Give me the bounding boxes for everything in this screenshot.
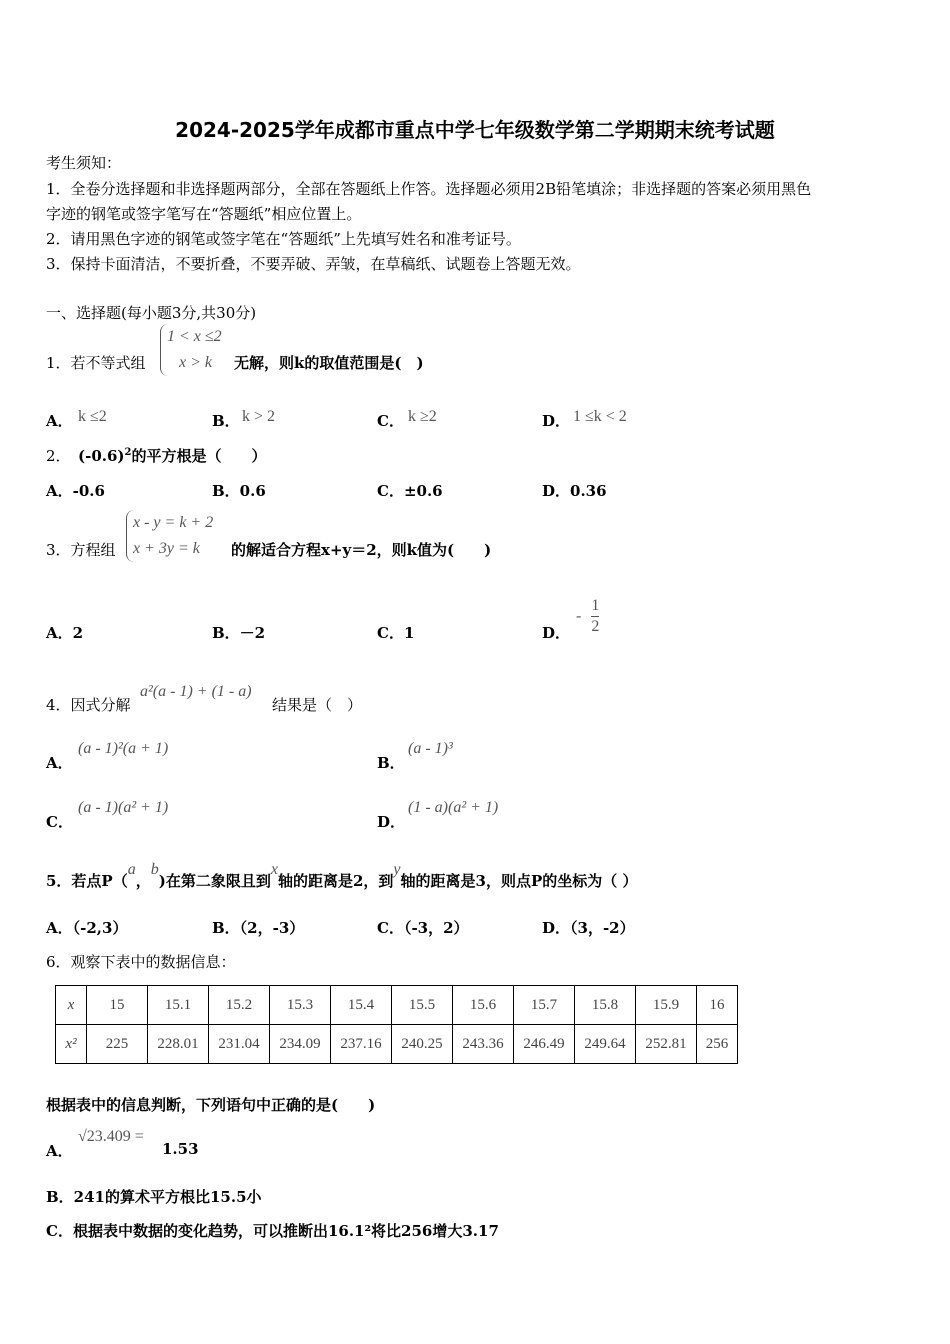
table-row	[56, 1025, 738, 1064]
option-label: D．	[542, 624, 571, 642]
notice-line: 3．保持卡面清洁，不要折叠，不要弄破、弄皱，在草稿纸、试题卷上答题无效。	[46, 255, 581, 273]
table-cell: 234.09	[270, 1025, 331, 1064]
option-b: B．（2，-3）	[212, 919, 305, 937]
table-cell: 228.01	[148, 1025, 209, 1064]
option-label: B．	[212, 412, 240, 430]
question-text: 5．若点P（a，b)在第二象限且到x轴的距离是2，到y轴的距离是3，则点P的坐标为（ ）	[46, 861, 638, 890]
table-cell: 15.4	[331, 986, 392, 1025]
question-number: 4．因式分解	[46, 696, 131, 714]
table-cell: 16	[697, 986, 738, 1025]
option-a: (a - 1)²(a + 1)	[78, 740, 169, 757]
option-a: k ≤2	[78, 408, 107, 425]
table-cell: 243.36	[453, 1025, 514, 1064]
table-cell: 225	[87, 1025, 148, 1064]
table-cell: 15	[87, 986, 148, 1025]
question-text: 结果是（ ）	[272, 696, 363, 714]
table-row	[56, 986, 738, 1025]
option-d: D．（3，-2）	[542, 919, 635, 937]
equation: x - y = k + 2	[133, 514, 214, 531]
equation: 1 < x ≤2	[167, 328, 222, 345]
expression: a²(a - 1) + (1 - a)	[140, 683, 252, 700]
option-a-value: 1.53	[162, 1140, 199, 1158]
notice-line: 1．全卷分选择题和非选择题两部分，全部在答题纸上作答。选择题必须用2B铅笔填涂；非选择题的答案必须用黑色	[46, 180, 812, 198]
option-a-expression: √23.409 =	[78, 1128, 144, 1145]
option-c: k ≥2	[408, 408, 437, 425]
question-text: 无解，则k的取值范围是( )	[234, 354, 424, 372]
option-d: - $\frac{1}{2}$	[576, 597, 600, 635]
notice-line: 2．请用黑色字迹的钢笔或签字笔在“答题纸”上先填写姓名和准考证号。	[46, 230, 521, 248]
option-label: A．	[46, 1142, 73, 1160]
question-text: 根据表中的信息判断，下列语句中正确的是( )	[46, 1096, 376, 1114]
table-header-cell: x²	[56, 1025, 87, 1064]
option-c: C．±0.6	[377, 482, 443, 500]
question-number: 1．若不等式组	[46, 354, 146, 372]
fraction: $\frac{1}{2}$	[591, 597, 600, 635]
option-a: A．（-2,3）	[46, 919, 128, 937]
option-a: A．2	[46, 624, 84, 642]
option-label: D．	[542, 412, 571, 430]
option-b: (a - 1)³	[408, 740, 453, 757]
option-b: k > 2	[242, 408, 276, 425]
table-cell: 15.7	[514, 986, 575, 1025]
table-cell: 252.81	[636, 1025, 697, 1064]
data-table	[55, 985, 738, 1064]
question-number: 3．方程组	[46, 541, 116, 559]
table-cell: 256	[697, 1025, 738, 1064]
option-label: C．	[46, 813, 73, 831]
option-d: (1 - a)(a² + 1)	[408, 799, 499, 816]
table-cell: 15.2	[209, 986, 270, 1025]
equation-system	[126, 510, 213, 562]
equation: x + 3y = k	[133, 540, 200, 557]
option-d: 1 ≤k < 2	[573, 408, 627, 425]
table-cell: 15.9	[636, 986, 697, 1025]
table-cell: 237.16	[331, 1025, 392, 1064]
table-cell: 15.5	[392, 986, 453, 1025]
table-cell: 15.1	[148, 986, 209, 1025]
table-cell: 249.64	[575, 1025, 636, 1064]
option-c: C．1	[377, 624, 415, 642]
question-text: $(-0.6)^2$的平方根是（ ）	[78, 447, 267, 465]
option-d: D．0.36	[542, 482, 607, 500]
option-c: C．根据表中数据的变化趋势，可以推断出16.1²将比256增大3.17	[46, 1222, 499, 1240]
option-b: B．0.6	[212, 482, 266, 500]
table-header-cell: x	[56, 986, 87, 1025]
option-label: A．	[46, 754, 73, 772]
option-label: A．	[46, 412, 73, 430]
question-text: 6．观察下表中的数据信息：	[46, 953, 236, 971]
notice-line: 字迹的钢笔或签字笔写在“答题纸”相应位置上。	[46, 205, 362, 223]
option-a: A．-0.6	[46, 482, 105, 500]
notice-heading: 考生须知：	[46, 154, 122, 172]
option-c: (a - 1)(a² + 1)	[78, 799, 169, 816]
table-cell: 240.25	[392, 1025, 453, 1064]
question-number: 2．	[46, 447, 71, 465]
section-heading: 一、选择题(每小题3分,共30分)	[46, 304, 257, 322]
table-cell: 231.04	[209, 1025, 270, 1064]
table-cell: 15.8	[575, 986, 636, 1025]
page-title: 2024-2025学年成都市重点中学七年级数学第二学期期末统考试题	[175, 118, 775, 142]
option-b: B．－2	[212, 624, 266, 642]
option-c: C．（-3，2）	[377, 919, 469, 937]
inequality-system	[160, 324, 222, 376]
equation: x > k	[179, 354, 212, 371]
table-cell: 15.3	[270, 986, 331, 1025]
option-b: B．241的算术平方根比15.5小	[46, 1188, 262, 1206]
option-label: C．	[377, 412, 404, 430]
option-label: B．	[377, 754, 405, 772]
table-cell: 246.49	[514, 1025, 575, 1064]
question-text: 的解适合方程x+y＝2，则k值为( )	[231, 541, 492, 559]
table-cell: 15.6	[453, 986, 514, 1025]
option-label: D．	[377, 813, 406, 831]
